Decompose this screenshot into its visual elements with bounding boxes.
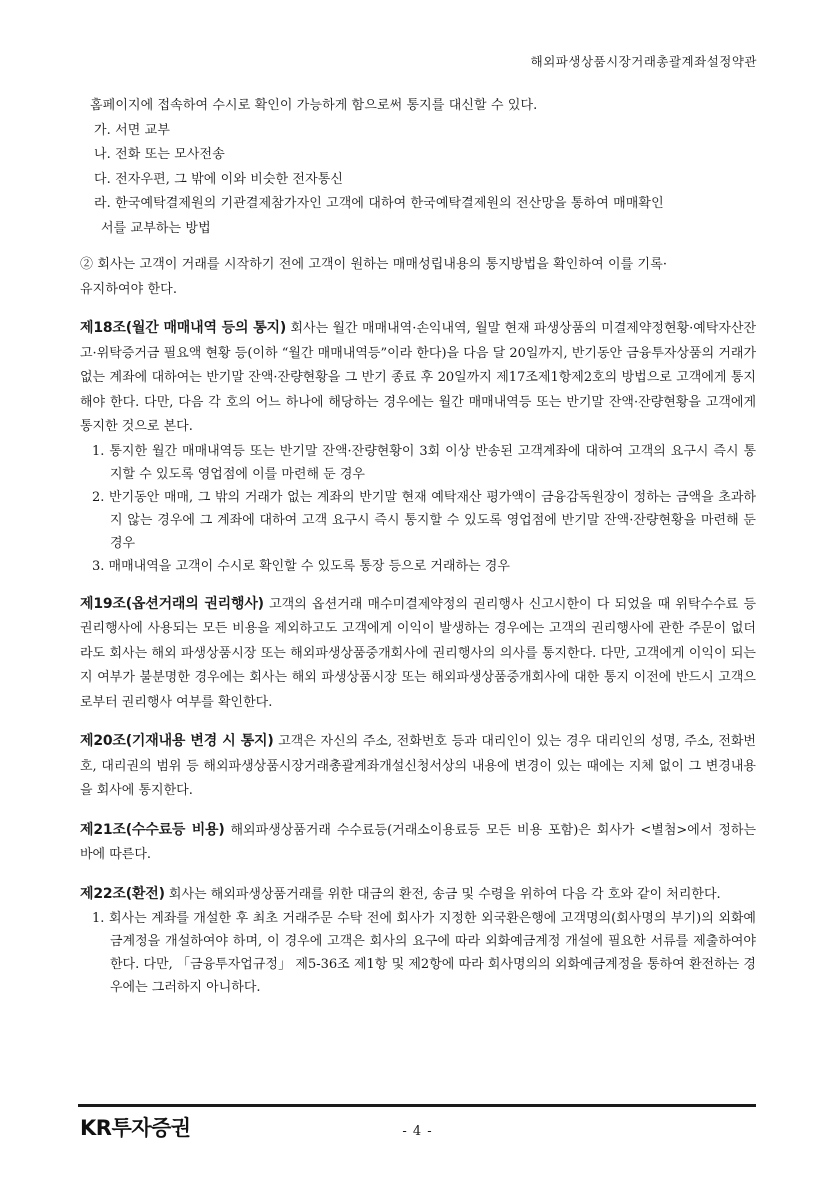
article-body: 회사는 월간 매매내역·손익내역, 월말 현재 파생상품의 미결제약정현황·예탁자산잔고·위탁증거금 필요액 현황 등(이하 “월간 매매내역등”이라 한다)을 다음 달 20일까지, 반기동안 금융투자상품의 거래가 없는 계좌에 대하여는 반기말 잔액·잔량현황을 그 반기 종료 후 20일까지 제17조제1항제2호의 방법으로 고객에게 통지해야 한다. 다만, 다음 각 호의 어느 하나에 해당하는 경우에는 월간 매매내역등 또는 반기말 잔액·잔량현황을 고객에게 통지한 것으로 본다. [80,321,757,434]
article-20 [80,729,756,804]
footer-divider [78,1104,756,1107]
list-item: 라. 한국예탁결제원의 기관결제참가자인 고객에 대하여 한국예탁결제원의 전산망을 통하여 매매확인 [94,196,664,211]
article-title: 제20조(기재내용 변경 시 통지) [80,733,274,749]
page-number: - 4 - [402,1124,433,1139]
article-body: 해외파생상품거래 수수료등(거래소이용료등 모든 비용 포함)은 회사가 <별첨>에서 정하는 바에 따른다. [80,822,756,862]
article-22 [80,882,756,908]
list-item: 2. 반기동안 매매, 그 밖의 거래가 없는 계좌의 반기말 현재 예탁재산 평가액이 금융감독원장이 정하는 금액을 초과하지 않는 경우에 그 계좌에 대하여 고객 요구시 즉시 통지할 수 있도록 영업점에 반기말 잔액·잔량현황을 마련해 둔 경우 [92,489,756,551]
continuation-line: 홈페이지에 접속하여 수시로 확인이 가능하게 함으로써 통지를 대신할 수 있다. [90,98,538,113]
list-item-continuation: 서를 교부하는 방법 [101,220,211,236]
list-item: 3. 매매내역을 고객이 수시로 확인할 수 있도록 통장 등으로 거래하는 경우 [92,558,510,574]
article-body: 고객의 옵션거래 매수미결제약정의 권리행사 신고시한이 다 되었을 때 위탁수수료 등 권리행사에 사용되는 모든 비용을 제외하고도 고객에게 이익이 발생하는 경우에는 고객의 권리행사에 관한 주문이 없더라도 회사는 해외 파생상품시장 또는 해외파생상품중개회사에 권리행사의 의사를 통지한다. 다만, 고객에게 이익이 되는지 여부가 불분명한 경우에는 회사는 해외 파생상품시장 또는 해외파생상품중개회사에 대한 통지 이전에 반드시 고객으로부터 권리행사 여부를 확인한다. [80,596,757,710]
article-21 [80,818,756,868]
company-logo: KR투자증권 [80,1116,191,1140]
article-body: 회사는 해외파생상품거래를 위한 대금의 환전, 송금 및 수령을 위하여 다음 각 호와 같이 처리한다. [164,886,721,902]
paragraph-2: ② 회사는 고객이 거래를 시작하기 전에 고객이 원하는 매매성립내용의 통지방법을 확인하여 이를 기록· [80,257,668,272]
paragraph-2-continuation: 유지하여야 한다. [80,281,178,297]
article-19 [80,592,756,716]
article-title: 제18조(월간 매매내역 등의 통지) [80,320,287,336]
article-18 [80,316,756,440]
list-item: 1. 통지한 월간 매매내역등 또는 반기말 잔액·잔량현황이 3회 이상 반송된 고객계좌에 대하여 고객의 요구시 즉시 통지할 수 있도록 영업점에 이를 마련해 둔 경우 [92,443,756,482]
article-title: 제19조(옵션거래의 권리행사) [80,595,264,612]
article-title: 제22조(환전) [80,885,165,902]
list-item: 다. 전자우편, 그 밖에 이와 비슷한 전자통신 [94,171,344,187]
article-title: 제21조(수수료등 비용) [80,821,225,838]
list-item: 가. 서면 교부 [94,122,170,138]
document-title: 해외파생상품시장거래총괄계좌설정약관 [530,54,757,69]
list-item: 1. 회사는 계좌를 개설한 후 최초 거래주문 수탁 전에 회사가 지정한 외국환은행에 고객명의(회사명의 부기)의 외화예금계정을 개설하여야 하며, 이 경우에 고객은 회사의 요구에 따라 외화예금계정 개설에 필요한 서류를 제출하여야 한다. 다만, 「금융투자업규정」 제5-36조 제1항 및 제2항에 따라 회사명의의 외화예금계정을 통하여 환전하는 경우에는 그러하지 아니하다. [92,911,756,995]
list-item: 나. 전화 또는 모사전송 [94,147,225,162]
article-body: 고객은 자신의 주소, 전화번호 등과 대리인이 있는 경우 대리인의 성명, 주소, 전화번호, 대리권의 범위 등 해외파생상품시장거래총괄계좌개설신청서상의 내용에 변경이 있는 때에는 지체 없이 그 변경내용을 회사에 통지한다. [80,734,756,798]
document-body [80,94,756,999]
